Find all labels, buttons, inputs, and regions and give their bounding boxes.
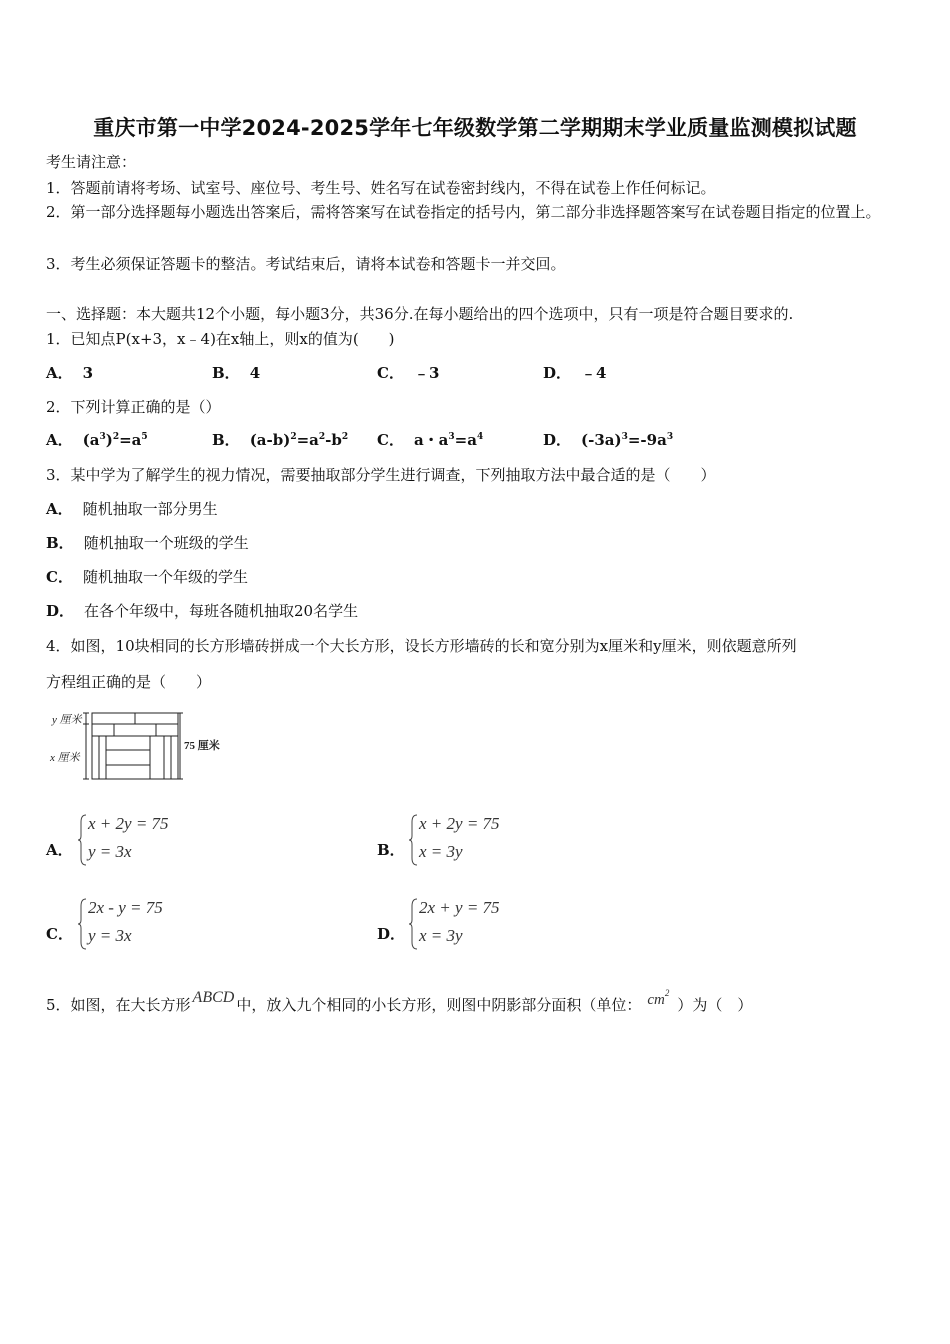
equation-1: 2x - y = 75 bbox=[88, 898, 163, 917]
section-heading: 一、选择题：本大题共12个小题，每小题3分，共36分.在每小题给出的四个选项中，只有一项是符合题目要求的. bbox=[46, 305, 794, 323]
expr: a・a bbox=[413, 431, 449, 449]
q5-unit-exp: 2 bbox=[664, 988, 670, 998]
q5-abcd: ABCD bbox=[192, 989, 235, 1006]
question-5-stem bbox=[46, 988, 753, 1015]
option-text: 在各个年级中，每班各随机抽取20名学生 bbox=[84, 602, 359, 620]
expr: =a bbox=[119, 431, 142, 449]
q2-option-c[interactable] bbox=[377, 429, 483, 450]
notice-item-3: 3．考生必须保证答题卡的整洁。考试结束后，请将本试卷和答题卡一并交回。 bbox=[46, 255, 566, 273]
exp: 2 bbox=[290, 432, 297, 442]
question-2-stem: 2．下列计算正确的是（） bbox=[46, 398, 221, 416]
exp: 5 bbox=[141, 432, 148, 442]
q4-option-c-label[interactable]: C． bbox=[46, 925, 73, 943]
question-4-stem-line1: 4．如图，10块相同的长方形墙砖拼成一个大长方形，设长方形墙砖的长和宽分别为x厘米和y厘米，则依题意所列 bbox=[46, 637, 797, 655]
expr: (-3a) bbox=[581, 431, 622, 449]
notice-heading: 考生请注意： bbox=[46, 153, 137, 171]
q1-option-b[interactable] bbox=[212, 362, 260, 383]
equation-1: 2x + y = 75 bbox=[419, 898, 500, 917]
equation-1: x + 2y = 75 bbox=[88, 814, 169, 833]
q2-option-d[interactable] bbox=[543, 429, 673, 450]
exp: 2 bbox=[318, 432, 326, 442]
q5-text-3: ）为（ ） bbox=[677, 996, 753, 1014]
option-text: ﹣3 bbox=[413, 364, 440, 382]
option-label: C． bbox=[46, 568, 73, 586]
exp: 3 bbox=[621, 432, 628, 442]
q2-option-b[interactable] bbox=[212, 429, 348, 450]
option-label: B． bbox=[46, 534, 74, 552]
option-label: B． bbox=[212, 431, 240, 449]
option-label: C． bbox=[377, 431, 404, 449]
expr: (a-b) bbox=[249, 431, 291, 449]
expr: ) bbox=[105, 431, 113, 449]
brace-icon bbox=[78, 812, 88, 868]
exp: 3 bbox=[99, 432, 106, 442]
q4-option-b-label[interactable]: B． bbox=[377, 841, 405, 859]
brick-wall-figure bbox=[46, 704, 246, 784]
equation-2: y = 3x bbox=[88, 842, 132, 861]
q5-unit: cm bbox=[647, 992, 665, 1008]
q1-option-a[interactable] bbox=[46, 362, 93, 383]
equation-2: y = 3x bbox=[88, 926, 132, 945]
q4-option-b-system[interactable] bbox=[409, 812, 529, 868]
brace-icon bbox=[78, 896, 88, 952]
option-label: A． bbox=[46, 500, 73, 518]
option-label: D． bbox=[46, 602, 75, 620]
option-label: D． bbox=[543, 364, 572, 382]
notice-item-2: 2．第一部分选择题每小题选出答案后，需将答案写在试卷指定的括号内，第二部分非选择题答案写在试卷题目指定的位置上。 bbox=[46, 203, 881, 221]
option-label: C． bbox=[377, 364, 404, 382]
q3-option-c[interactable] bbox=[46, 566, 248, 587]
q4-option-d-label[interactable]: D． bbox=[377, 925, 406, 943]
equation-2: x = 3y bbox=[419, 926, 463, 945]
q2-option-a[interactable] bbox=[46, 429, 148, 450]
option-label: A． bbox=[46, 431, 73, 449]
option-text: 随机抽取一部分男生 bbox=[82, 500, 218, 518]
q5-text-1: 5．如图，在大长方形 bbox=[46, 996, 191, 1014]
expr: -b bbox=[325, 431, 342, 449]
q4-option-c-system[interactable] bbox=[78, 896, 198, 952]
expr: =a bbox=[454, 431, 477, 449]
q4-option-a-label[interactable]: A． bbox=[46, 841, 73, 859]
exp: 3 bbox=[448, 432, 455, 442]
expr: =a bbox=[296, 431, 319, 449]
question-1-stem: 1．已知点P(x+3，x﹣4)在x轴上，则x的值为( ) bbox=[46, 330, 395, 348]
q1-option-c[interactable] bbox=[377, 362, 439, 383]
q1-option-d[interactable] bbox=[543, 362, 606, 383]
q3-option-b[interactable] bbox=[46, 532, 249, 553]
brace-icon bbox=[409, 812, 419, 868]
equation-1: x + 2y = 75 bbox=[419, 814, 500, 833]
exp: 2 bbox=[112, 432, 120, 442]
q4-option-d-system[interactable] bbox=[409, 896, 529, 952]
option-text: 3 bbox=[82, 364, 94, 382]
exp: 2 bbox=[341, 432, 349, 442]
page-title: 重庆市第一中学2024-2025学年七年级数学第二学期期末学业质量监测模拟试题 bbox=[93, 116, 857, 140]
q3-option-a[interactable] bbox=[46, 498, 218, 519]
option-label: B． bbox=[212, 364, 240, 382]
label-75-cm: 75 厘米 bbox=[184, 740, 220, 752]
question-4-stem-line2: 方程组正确的是（ ） bbox=[46, 673, 212, 691]
expr: =-9a bbox=[627, 431, 667, 449]
exp: 4 bbox=[476, 432, 484, 442]
exp: 3 bbox=[666, 432, 674, 442]
equation-2: x = 3y bbox=[419, 842, 463, 861]
q5-text-2: 中，放入九个相同的小长方形，则图中阴影部分面积（单位： bbox=[236, 996, 642, 1014]
label-y-cm: y 厘米 bbox=[52, 714, 82, 726]
option-text: ﹣4 bbox=[581, 364, 607, 382]
notice-item-1: 1．答题前请将考场、试室号、座位号、考生号、姓名写在试卷密封线内，不得在试卷上作任何标记。 bbox=[46, 179, 716, 197]
option-text: 随机抽取一个班级的学生 bbox=[83, 534, 249, 552]
question-3-stem: 3．某中学为了解学生的视力情况，需要抽取部分学生进行调查，下列抽取方法中最合适的是（ ） bbox=[46, 466, 716, 484]
q4-option-a-system[interactable] bbox=[78, 812, 198, 868]
option-text: 4 bbox=[249, 364, 261, 382]
q3-option-d[interactable] bbox=[46, 600, 358, 621]
brace-icon bbox=[409, 896, 419, 952]
option-label: D． bbox=[543, 431, 572, 449]
label-x-cm: x 厘米 bbox=[50, 752, 80, 764]
expr: (a bbox=[82, 431, 100, 449]
option-text: 随机抽取一个年级的学生 bbox=[82, 568, 248, 586]
option-label: A． bbox=[46, 364, 73, 382]
